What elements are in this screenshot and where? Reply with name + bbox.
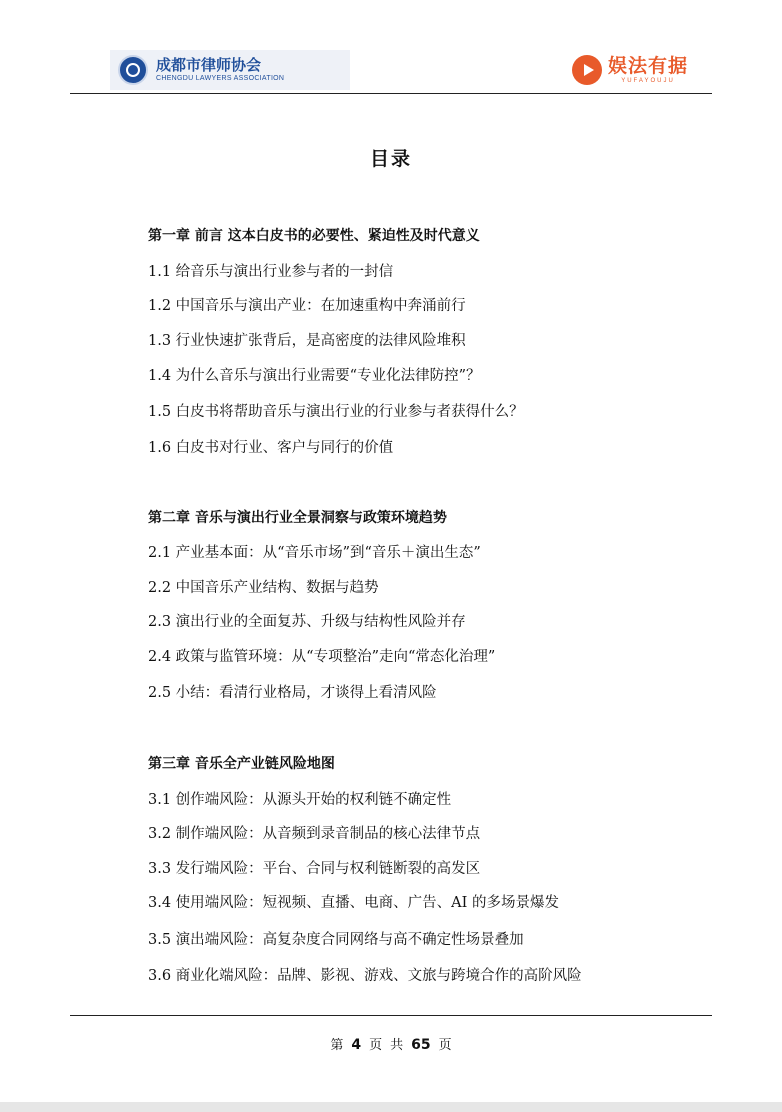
play-icon [572,55,602,85]
toc-item: 1.5 白皮书将帮助音乐与演出行业的行业参与者获得什么？ [148,404,524,420]
footer-divider [70,1015,712,1016]
yufayouju-logo [572,50,712,90]
chapter-2-title: 第二章 音乐与演出行业全景洞察与政策环境趋势 [148,510,447,526]
chapter-1-title: 第一章 前言 这本白皮书的必要性、紧迫性及时代意义 [148,228,480,244]
page-suffix: 页 [438,1038,452,1053]
toc-item: 2.4 政策与监管环境：从“专项整治”走向“常态化治理” [148,649,496,665]
toc-item: 3.3 发行端风险：平台、合同与权利链断裂的高发区 [148,861,481,877]
toc-item: 3.6 商业化端风险：品牌、影视、游戏、文旅与跨境合作的高阶风险 [148,968,582,984]
header-divider [70,93,712,94]
toc-title: 目录 [369,148,412,170]
page-header [70,44,712,94]
toc-item: 3.5 演出端风险：高复杂度合同网络与高不确定性场景叠加 [148,932,524,948]
association-name-cn: 成都市律师协会 [156,55,262,74]
toc-item: 1.2 中国音乐与演出产业：在加速重构中奔涌前行 [148,298,466,314]
seal-icon [118,55,148,85]
chengdu-lawyers-association-logo [110,50,350,90]
association-name-en: CHENGDU LAWYERS ASSOCIATION [156,74,285,82]
toc-item: 2.5 小结：看清行业格局，才谈得上看清风险 [148,685,437,701]
brand-name-en: YUFAYOUJU [621,77,675,84]
viewer-bottom-bar [0,1102,782,1112]
current-page: 4 [351,1037,362,1053]
toc-item: 3.1 创作端风险：从源头开始的权利链不确定性 [148,792,452,808]
toc-item: 2.3 演出行业的全面复苏、升级与结构性风险并存 [148,614,466,630]
total-pages: 65 [411,1037,431,1053]
toc-item: 3.4 使用端风险：短视频、直播、电商、广告、AI 的多场景爆发 [148,895,559,911]
chapter-3-title: 第三章 音乐全产业链风险地图 [148,756,335,772]
toc-item: 1.6 白皮书对行业、客户与同行的价值 [148,440,394,456]
toc-item: 2.1 产业基本面：从“音乐市场”到“音乐＋演出生态” [148,545,481,561]
page-label: 页 [369,1038,383,1053]
toc-item: 2.2 中国音乐产业结构、数据与趋势 [148,580,379,596]
page-prefix: 第 [330,1038,344,1053]
total-label: 共 [390,1038,404,1053]
toc-item: 1.1 给音乐与演出行业参与者的一封信 [148,264,394,280]
brand-name-cn: 娱法有据 [608,54,689,77]
toc-item: 1.4 为什么音乐与演出行业需要“专业化法律防控”？ [148,368,481,384]
toc-item: 1.3 行业快速扩张背后，是高密度的法律风险堆积 [148,333,466,349]
page-number [0,1034,782,1053]
toc-item: 3.2 制作端风险：从音频到录音制品的核心法律节点 [148,826,481,842]
